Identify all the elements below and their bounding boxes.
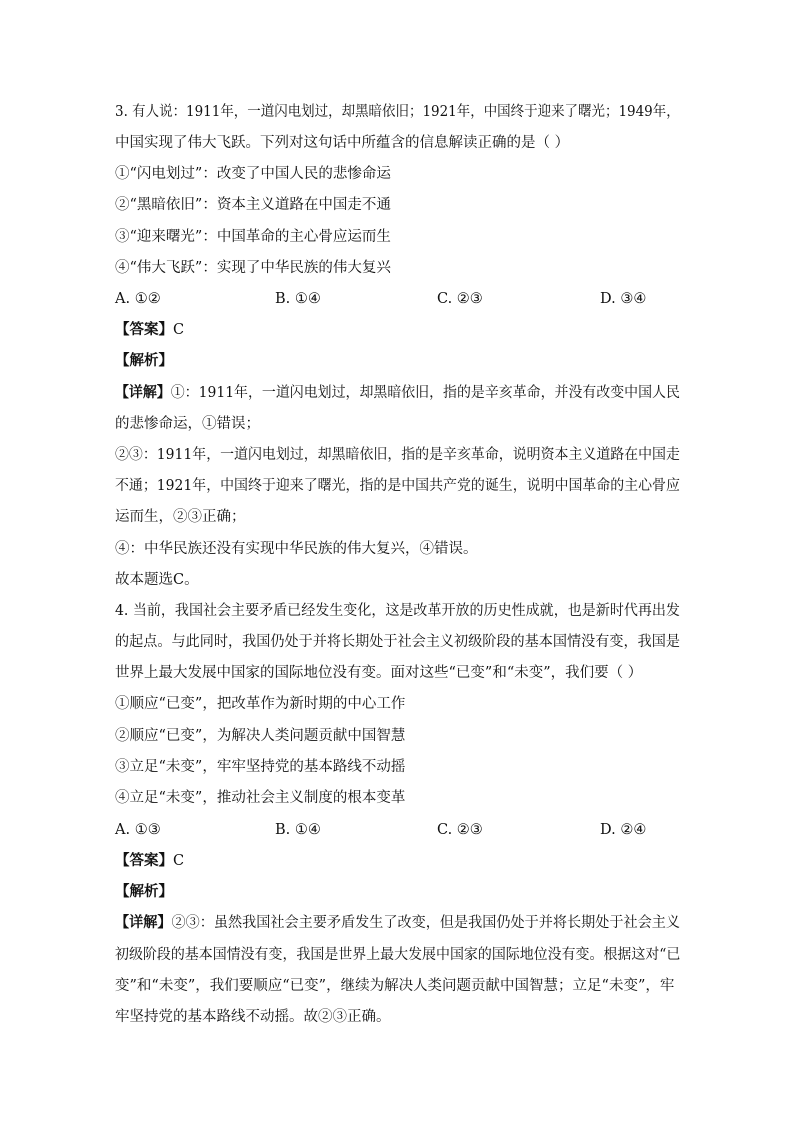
q4-answer-tag: 【答案】 (115, 852, 173, 869)
q4-stem-line-3: 世界上最大发展中国家的国际地位没有变。面对这些“已变”和“未变”，我们要（ ） (115, 665, 643, 681)
q3-stem-line-2: 中国实现了伟大飞跃。下列对这句话中所蕴含的信息解读正确的是（ ） (115, 135, 570, 151)
q4-stem-line-1: 4. 当前，我国社会主要矛盾已经发生变化，这是改革开放的历史性成就，也是新时代再出发 (115, 603, 680, 619)
q3-stem-line-1: 3. 有人说：1911年，一道闪电划过，却黑暗依旧；1921年，中国终于迎来了曙光；1949年， (115, 104, 680, 120)
q3-statement-2: ②“黑暗依旧”：资本主义道路在中国走不通 (115, 197, 391, 213)
q3-detail-text-1: ①：1911年，一道闪电划过，却黑暗依旧，指的是辛亥革命，并没有改变中国人民 (170, 385, 680, 401)
q4-option-d: D. ②④ (600, 822, 647, 838)
q3-detail-line-3: ②③：1911年，一道闪电划过，却黑暗依旧，指的是辛亥革命，说明资本主义道路在中国走 (115, 447, 680, 463)
q3-detail-line-6: ④：中华民族还没有实现中华民族的伟大复兴，④错误。 (115, 541, 478, 557)
q3-answer-value: C (173, 322, 185, 338)
q3-statement-4: ④“伟大飞跃”：实现了中华民族的伟大复兴 (115, 260, 391, 276)
q4-statement-3: ③立足“未变”，牢牢坚持党的基本路线不动摇 (115, 759, 406, 775)
q4-statement-4: ④立足“未变”，推动社会主义制度的根本变革 (115, 790, 406, 806)
q3-detail-line-7: 故本题选C。 (115, 572, 199, 588)
q3-option-d: D. ③④ (600, 291, 647, 307)
q4-detail-text-1: ②③：虽然我国社会主要矛盾发生了改变，但是我国仍处于并将长期处于社会主义 (171, 915, 680, 931)
q3-option-b: B. ①④ (275, 291, 321, 307)
q3-detail-line-2: 的悲惨命运，①错误； (115, 416, 260, 432)
q3-analysis-tag: 【解析】 (115, 352, 173, 369)
q4-statement-2: ②顺应“已变”，为解决人类问题贡献中国智慧 (115, 728, 406, 744)
q4-detail-tag: 【详解】 (115, 914, 172, 931)
q4-statement-1: ①顺应“已变”，把改革作为新时期的中心工作 (115, 696, 406, 712)
q3-statement-3: ③“迎来曙光”：中国革命的主心骨应运而生 (115, 229, 391, 245)
q4-detail-line-2: 初级阶段的基本国情没有变，我国是世界上最大发展中国家的国际地位没有变。根据这对“已 (115, 947, 681, 963)
q3-answer-tag: 【答案】 (115, 321, 173, 338)
q3-answer (115, 320, 184, 340)
q3-statement-1: ①“闪电划过”：改变了中国人民的悲惨命运 (115, 166, 391, 182)
q4-answer-value: C (173, 853, 185, 869)
q4-option-b: B. ①④ (275, 822, 321, 838)
q4-detail-line-1 (115, 913, 680, 933)
q3-option-a: A. ①② (115, 291, 161, 307)
q4-stem-line-2: 的起点。与此同时，我国仍处于并将长期处于社会主义初级阶段的基本国情没有变，我国是 (115, 634, 680, 650)
q4-answer (115, 851, 184, 871)
q3-detail-tag: 【详解】 (115, 384, 171, 401)
q4-option-a: A. ①③ (115, 822, 161, 838)
q4-analysis-tag: 【解析】 (115, 883, 173, 900)
q3-detail-line-5: 运而生，②③正确； (115, 509, 246, 525)
q3-detail-line-1 (115, 383, 680, 403)
q3-option-c: C. ②③ (437, 291, 483, 307)
q4-detail-line-3: 变”和“未变”，我们要顺应“已变”，继续为解决人类问题贡献中国智慧；立足“未变”，牢 (115, 978, 675, 994)
q4-option-c: C. ②③ (437, 822, 483, 838)
q4-detail-line-4: 牢坚持党的基本路线不动摇。故②③正确。 (115, 1009, 391, 1025)
q3-detail-line-4: 不通；1921年，中国终于迎来了曙光，指的是中国共产党的诞生，说明中国革命的主心骨应 (115, 478, 680, 494)
